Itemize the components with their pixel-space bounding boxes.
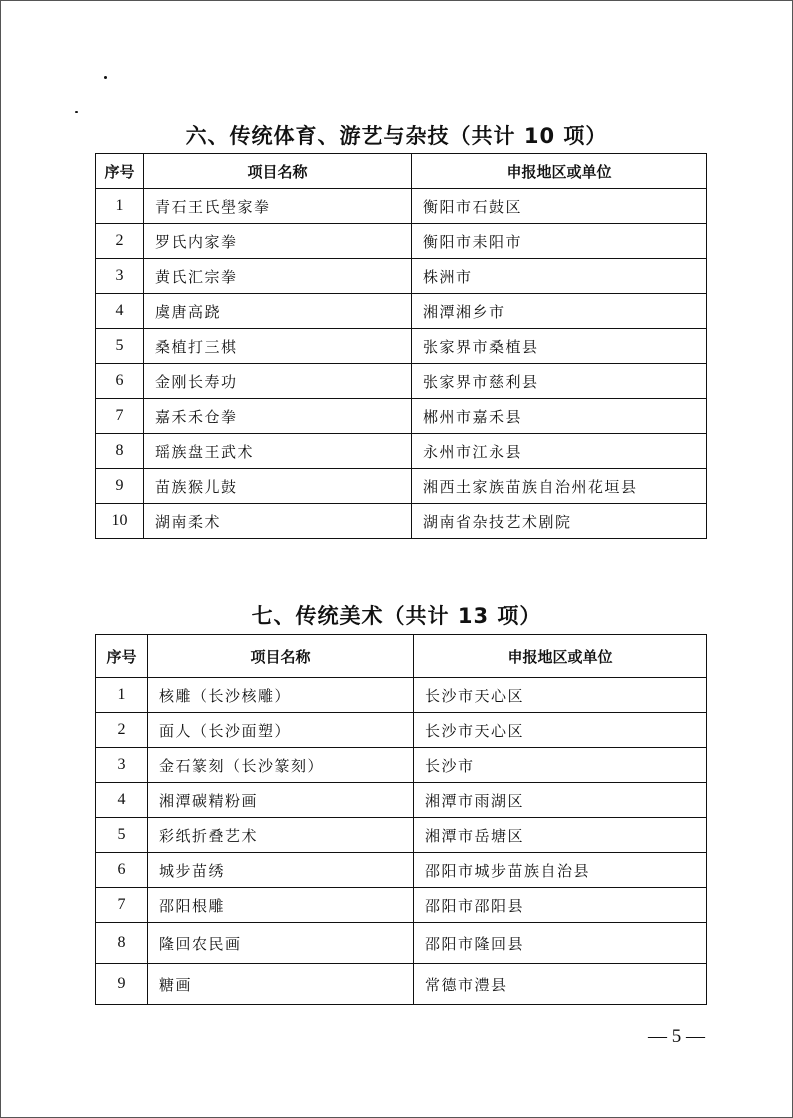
row-no: 10 — [96, 504, 144, 539]
row-no: 5 — [96, 818, 148, 853]
table-row — [96, 964, 707, 1005]
scan-speck — [75, 111, 78, 113]
table-header-row — [96, 154, 707, 189]
header-no: 序号 — [96, 635, 148, 678]
row-name: 苗族猴儿鼓 — [144, 469, 412, 504]
table-row — [96, 713, 707, 748]
table-header-row — [96, 635, 707, 678]
table-row — [96, 504, 707, 539]
table-row — [96, 469, 707, 504]
header-region: 申报地区或单位 — [414, 635, 707, 678]
row-name: 瑶族盘王武术 — [144, 434, 412, 469]
header-region: 申报地区或单位 — [412, 154, 707, 189]
table-row — [96, 818, 707, 853]
row-name: 罗氏内家拳 — [144, 224, 412, 259]
row-region: 衡阳市耒阳市 — [412, 224, 707, 259]
row-no: 5 — [96, 329, 144, 364]
row-region: 湘潭湘乡市 — [412, 294, 707, 329]
row-no: 2 — [96, 713, 148, 748]
row-name: 青石王氏壆家拳 — [144, 189, 412, 224]
row-no: 3 — [96, 259, 144, 294]
row-region: 长沙市天心区 — [414, 713, 707, 748]
table-row — [96, 189, 707, 224]
row-name: 隆回农民画 — [148, 923, 414, 964]
row-no: 1 — [96, 189, 144, 224]
row-name: 嘉禾禾仓拳 — [144, 399, 412, 434]
table-row — [96, 259, 707, 294]
row-name: 邵阳根雕 — [148, 888, 414, 923]
section-6-table — [95, 153, 707, 539]
table-row — [96, 923, 707, 964]
table-row — [96, 364, 707, 399]
row-name: 核雕（长沙核雕） — [148, 678, 414, 713]
table-row — [96, 294, 707, 329]
row-no: 6 — [96, 853, 148, 888]
row-region: 郴州市嘉禾县 — [412, 399, 707, 434]
row-no: 4 — [96, 783, 148, 818]
section-7-table — [95, 634, 707, 1005]
row-region: 永州市江永县 — [412, 434, 707, 469]
row-region: 衡阳市石鼓区 — [412, 189, 707, 224]
row-name: 面人（长沙面塑） — [148, 713, 414, 748]
table-row — [96, 329, 707, 364]
row-no: 3 — [96, 748, 148, 783]
header-name: 项目名称 — [148, 635, 414, 678]
row-name: 黄氏汇宗拳 — [144, 259, 412, 294]
table-row — [96, 783, 707, 818]
row-name: 湘潭碳精粉画 — [148, 783, 414, 818]
row-region: 长沙市天心区 — [414, 678, 707, 713]
row-no: 4 — [96, 294, 144, 329]
row-no: 7 — [96, 399, 144, 434]
row-region: 邵阳市城步苗族自治县 — [414, 853, 707, 888]
row-region: 张家界市慈利县 — [412, 364, 707, 399]
row-name: 城步苗绣 — [148, 853, 414, 888]
row-name: 虞唐高跷 — [144, 294, 412, 329]
table-row — [96, 678, 707, 713]
page-number: — 5 — — [648, 1026, 705, 1047]
row-name: 糖画 — [148, 964, 414, 1005]
row-region: 湘潭市岳塘区 — [414, 818, 707, 853]
table-row — [96, 853, 707, 888]
row-region: 湘潭市雨湖区 — [414, 783, 707, 818]
header-name: 项目名称 — [144, 154, 412, 189]
row-region: 邵阳市隆回县 — [414, 923, 707, 964]
row-region: 长沙市 — [414, 748, 707, 783]
header-no: 序号 — [96, 154, 144, 189]
row-no: 7 — [96, 888, 148, 923]
row-no: 9 — [96, 469, 144, 504]
row-name: 彩纸折叠艺术 — [148, 818, 414, 853]
row-region: 株洲市 — [412, 259, 707, 294]
row-region: 邵阳市邵阳县 — [414, 888, 707, 923]
table-row — [96, 748, 707, 783]
row-name: 金石篆刻（长沙篆刻） — [148, 748, 414, 783]
row-no: 2 — [96, 224, 144, 259]
row-name: 湖南柔术 — [144, 504, 412, 539]
row-name: 金刚长寿功 — [144, 364, 412, 399]
row-region: 常德市澧县 — [414, 964, 707, 1005]
table-row — [96, 888, 707, 923]
table-row — [96, 434, 707, 469]
row-no: 8 — [96, 434, 144, 469]
table-row — [96, 224, 707, 259]
row-no: 6 — [96, 364, 144, 399]
row-name: 桑植打三棋 — [144, 329, 412, 364]
row-region: 张家界市桑植县 — [412, 329, 707, 364]
row-region: 湖南省杂技艺术剧院 — [412, 504, 707, 539]
section-7-title: 七、传统美术（共计 13 项） — [251, 604, 542, 628]
row-no: 1 — [96, 678, 148, 713]
section-6-title: 六、传统体育、游艺与杂技（共计 10 项） — [185, 124, 608, 148]
row-no: 8 — [96, 923, 148, 964]
row-region: 湘西土家族苗族自治州花垣县 — [412, 469, 707, 504]
row-no: 9 — [96, 964, 148, 1005]
scan-speck — [104, 76, 107, 79]
table-row — [96, 399, 707, 434]
